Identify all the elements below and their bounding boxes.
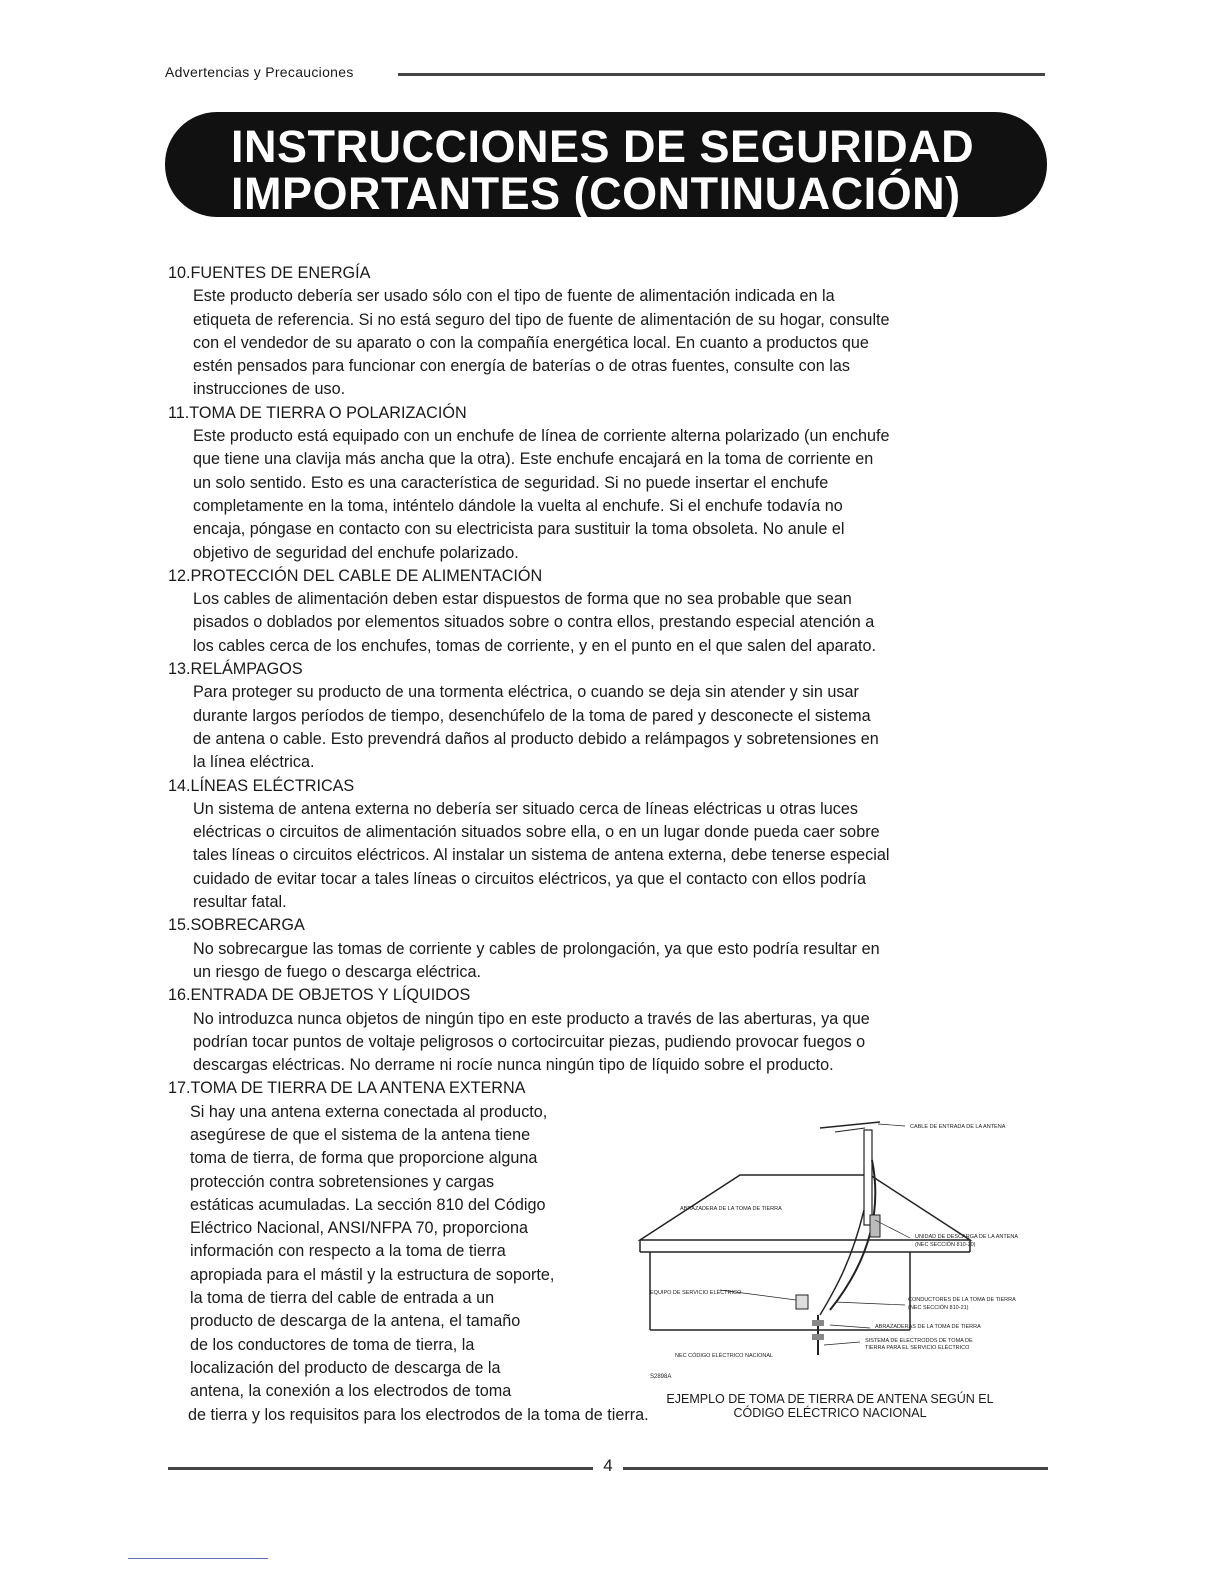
item-body-line: Para proteger su producto de una tormenta eléctrica, o cuando se deja sin atender y sin usar [193, 683, 859, 702]
item-body-line: Un sistema de antena externa no debería ser situado cerca de líneas eléctricas u otras luces [193, 799, 858, 818]
item-body-line: producto de descarga de la antena, el tamaño [190, 1312, 521, 1331]
item-body [190, 1101, 650, 1404]
instruction-item [168, 565, 1048, 658]
instruction-item [168, 402, 1048, 565]
title-banner [165, 112, 1047, 217]
header-rule [398, 73, 1045, 76]
label-nec: NEC CÓDIGO ELÉCTRICO NACIONAL [675, 1353, 774, 1359]
item-body-line: objetivo de seguridad del enchufe polarizado. [193, 543, 519, 562]
item-body-line: Eléctrico Nacional, ANSI/NFPA 70, proporciona [190, 1219, 528, 1238]
label-conductors-ref: (NEC SECCIÓN 810-21) [908, 1305, 969, 1311]
item-body-line: completamente en la toma, inténtelo dándole la vuelta al enchufe. Si el enchufe todavía no [193, 496, 843, 515]
item-title: 10.FUENTES DE ENERGÍA [168, 264, 371, 282]
item-body-line: un riesgo de fuego o descarga eléctrica. [193, 962, 481, 981]
item-title: 11.TOMA DE TIERRA O POLARIZACIÓN [168, 403, 467, 422]
item-body-line: cuidado de evitar tocar a tales líneas o circuitos eléctricos, ya que el contacto con ellos podría [193, 869, 867, 888]
item-body [193, 588, 1048, 658]
item-body [193, 938, 1048, 985]
item-body-line: pisados o doblados por elementos situados sobre o contra ellos, prestando especial atención a [193, 613, 875, 632]
item-body-line: encaja, póngase en contacto con su electricista para sustituir la toma obsoleta. No anule el [193, 520, 845, 539]
caption-line-1: EJEMPLO DE TOMA DE TIERRA DE ANTENA SEGÚN EL [666, 1392, 994, 1406]
item-body-line: podrían tocar puntos de voltaje peligrosos o cortocircuitar piezas, pudiendo provocar fuegos o [193, 1032, 866, 1051]
instruction-items [168, 262, 1048, 1077]
item-title: 13.RELÁMPAGOS [168, 660, 303, 679]
item-body-line: de antena o cable. Esto prevendrá daños al producto debido a relámpagos y sobretensiones en [193, 729, 879, 748]
page-number: 4 [603, 1456, 613, 1475]
item-body [193, 1008, 1048, 1078]
item-body-line: estáticas acumuladas. La sección 810 del Código [190, 1195, 546, 1214]
item-body-line: No introduzca nunca objetos de ningún tipo en este producto a través de las aberturas, ya que [193, 1009, 870, 1028]
item-body-line: durante largos períodos de tiempo, desenchúfelo de la toma de pared y desconecte el sistema [193, 706, 871, 725]
item-body-line: No sobrecargue las tomas de corriente y cables de prolongación, ya que esto podría resultar en [193, 939, 880, 958]
instruction-item [168, 775, 1048, 915]
item-title: 14.LÍNEAS ELÉCTRICAS [168, 776, 355, 795]
item-body-line: descargas eléctricas. No derrame ni rocíe nunca ningún tipo de líquido sobre el producto. [193, 1056, 834, 1075]
label-discharge-unit: UNIDAD DE DESCARGA DE LA ANTENA [915, 1234, 1018, 1240]
label-ground-clamp: ABRAZADERA DE LA TOMA DE TIERRA [680, 1206, 782, 1212]
item-title: 12.PROTECCIÓN DEL CABLE DE ALIMENTACIÓN [168, 566, 543, 585]
item-body-line: localización del producto de descarga de la [190, 1358, 501, 1377]
instruction-item [168, 914, 1048, 984]
footer-rule-left [168, 1467, 593, 1470]
section-header [165, 64, 1045, 86]
footer-rule-right [623, 1467, 1048, 1470]
item-body-line: de los conductores de toma de tierra, la [190, 1335, 475, 1354]
label-clamps: ABRAZADERAS DE LA TOMA DE TIERRA [875, 1324, 981, 1330]
item-body-line: estén pensados para funcionar con energía de baterías o de otras fuentes, consulte con las [193, 357, 850, 376]
item-body [193, 681, 1048, 774]
label-figure-code: S2898A [650, 1374, 672, 1380]
item-body-line: Los cables de alimentación deben estar dispuestos de forma que no sea probable que sean [193, 590, 852, 609]
item-body-line: apropiada para el mástil y la estructura de soporte, [190, 1265, 555, 1284]
figure-caption [620, 1392, 1040, 1420]
bottom-link-line [128, 1558, 268, 1559]
label-service-equipment: EQUIPO DE SERVICIO ELÉCTRICO [650, 1290, 742, 1296]
item-body [193, 425, 1048, 565]
item-body [193, 798, 1048, 914]
item-body-line: instrucciones de uso. [193, 380, 346, 399]
instruction-item [168, 984, 1048, 1077]
item-body-line: tales líneas o circuitos eléctricos. Al instalar un sistema de antena externa, debe tenerse especial [193, 846, 890, 865]
item-body-line: eléctricas o circuitos de alimentación situados sobre ella, o en un lugar donde pueda caer sobre [193, 823, 880, 842]
item-body-line: toma de tierra, de forma que proporcione alguna [190, 1149, 538, 1168]
antenna-grounding-diagram [620, 1120, 1050, 1430]
house-diagram [620, 1120, 1050, 1390]
item-body [193, 285, 1048, 401]
item-body-line: la línea eléctrica. [193, 753, 315, 772]
item-body-line: Este producto está equipado con un enchufe de línea de corriente alterna polarizado (un enchufe [193, 427, 890, 446]
page-footer [168, 1458, 1048, 1478]
label-electrode: SISTEMA DE ELECTRODOS DE TOMA DE [865, 1338, 973, 1344]
item-body-line: con el vendedor de su aparato o con la compañía energética local. En cuanto a productos que [193, 333, 869, 352]
item-body-line: antena, la conexión a los electrodos de toma [190, 1382, 512, 1401]
item-body-line: Si hay una antena externa conectada al producto, [190, 1102, 548, 1121]
label-electrode-2: TIERRA PARA EL SERVICIO ELÉCTRICO [865, 1345, 970, 1351]
caption-line-2: CÓDIGO ELÉCTRICO NACIONAL [733, 1406, 927, 1420]
banner-title-line1: INSTRUCCIONES DE SEGURIDAD [231, 121, 975, 172]
instruction-item [168, 658, 1048, 774]
instruction-item [168, 262, 1048, 402]
item-title: 15.SOBRECARGA [168, 916, 305, 935]
item-body-line: asegúrese de que el sistema de la antena tiene [190, 1125, 531, 1144]
item-body-line: que tiene una clavija más ancha que la otra). Este enchufe encajará en la toma de corriente en [193, 450, 874, 469]
item-title: 17.TOMA DE TIERRA DE LA ANTENA EXTERNA [168, 1079, 526, 1098]
label-conductors: CONDUCTORES DE LA TOMA DE TIERRA [908, 1297, 1016, 1303]
item-body-line: información con respecto a la toma de tierra [190, 1242, 506, 1261]
item-body-line: etiqueta de referencia. Si no está seguro del tipo de fuente de alimentación de su hogar, consulte [193, 310, 890, 329]
item-body-line: protección contra sobretensiones y cargas [190, 1172, 495, 1191]
label-lead-in: CABLE DE ENTRADA DE LA ANTENA [910, 1124, 1006, 1130]
item-body-line: los cables cerca de los enchufes, tomas de corriente, y en el punto en el que salen del aparato. [193, 636, 876, 655]
item-body-line: un solo sentido. Esto es una característica de seguridad. Si no puede insertar el enchufe [193, 473, 829, 492]
label-discharge-ref: (NEC SECCIÓN 810-20) [915, 1242, 976, 1248]
banner-title-line2: IMPORTANTES (CONTINUACIÓN) [231, 168, 961, 219]
item-body-line: la toma de tierra del cable de entrada a un [190, 1289, 495, 1308]
item-body-line: de tierra y los requisitos para los electrodos de la toma de tierra. [188, 1405, 649, 1424]
section-label: Advertencias y Precauciones [165, 64, 354, 80]
item-body-line: Este producto debería ser usado sólo con el tipo de fuente de alimentación indicada en la [193, 287, 835, 306]
item-title: 16.ENTRADA DE OBJETOS Y LÍQUIDOS [168, 986, 471, 1005]
item-body-line: resultar fatal. [193, 893, 287, 912]
